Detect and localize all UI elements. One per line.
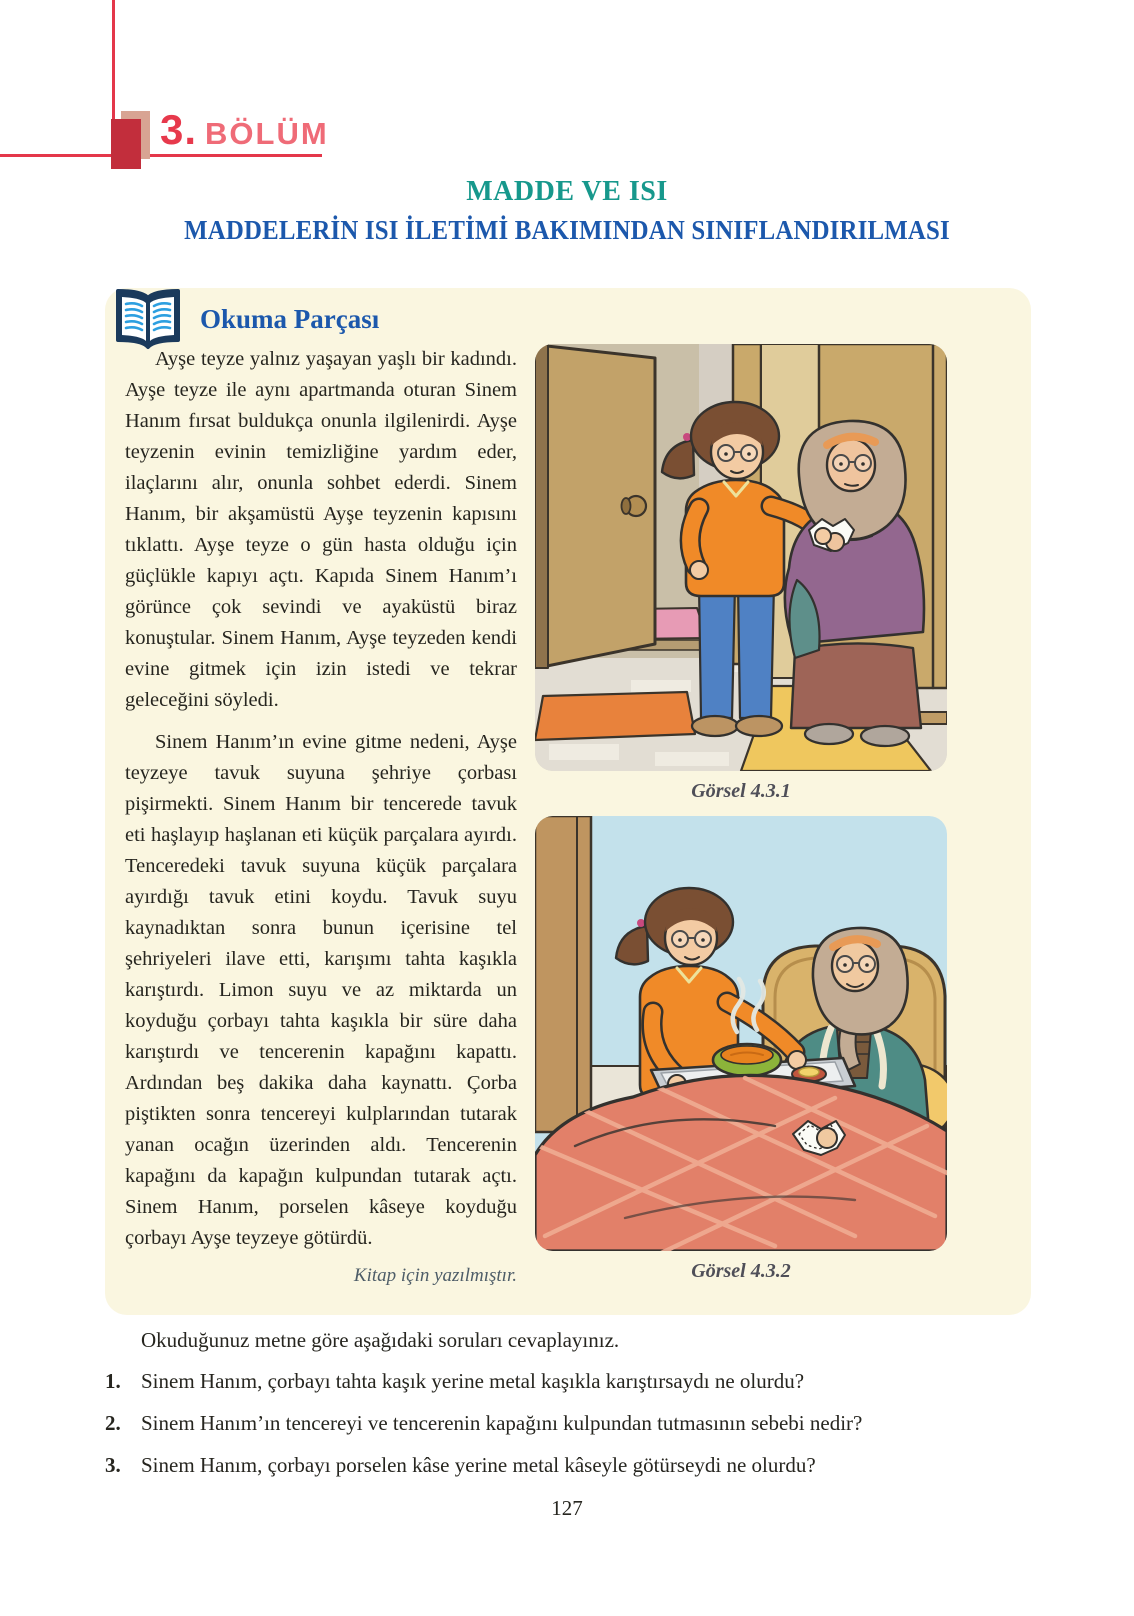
reading-text-column bbox=[125, 344, 517, 1287]
question-item bbox=[105, 1411, 1040, 1436]
reading-passage-box bbox=[105, 288, 1031, 1315]
question-text: Sinem Hanım, çorbayı tahta kaşık yerine metal kaşıkla karıştırsaydı ne olurdu? bbox=[141, 1369, 805, 1393]
reading-heading: Okuma Parçası bbox=[200, 304, 380, 334]
page-title: MADDE VE ISI bbox=[466, 176, 668, 207]
figure-ayse-teyze bbox=[785, 421, 924, 746]
question-number: 3. bbox=[105, 1453, 121, 1477]
question-number: 1. bbox=[105, 1369, 121, 1393]
open-book-icon bbox=[110, 288, 186, 352]
reading-paragraph: Sinem Hanım’ın evine gitme nedeni, Ayşe teyzeye tavuk suyuna şehriye çorbası pişirmekti. Sinem Hanım bir tencerede tavuk eti haşlayıp haşlanan eti küçük parçalara ayırdı. Tenceredeki tavuk suyuna küçük parçalara ayırdığı tavuk etini koydu. Tavuk suyu kaynadıktan sonra bunun içerisine tel şehriyeleri ilave etti, karışımı tahta kaşıkla karıştırdı. Limon suyu ve az miktarda un koyduğu çorbayı tahta kaşıkla bir süre daha karıştırdı ve tencerenin kapağını kapattı. Ardından beş dakika daha kaynattı. Çorba piştikten sonra tencereyi kulplarından tutarak yanan ocağın üzerinden aldı. Tencerenin kapağını da kapağın kulpundan tutarak açtı. Sinem Hanım, porselen kâseye koyduğu çorbayı Ayşe teyzeye götürdü. bbox=[125, 731, 517, 1249]
chapter-label: BÖLÜM bbox=[205, 116, 329, 151]
figure-column bbox=[535, 344, 947, 1296]
question-item bbox=[105, 1369, 1040, 1394]
figure-caption: Görsel 4.3.2 bbox=[691, 1260, 791, 1282]
questions-section bbox=[105, 1328, 1040, 1495]
page-subtitle: MADDELERİN ISI İLETİMİ BAKIMINDAN SINIFLANDIRILMASI bbox=[184, 215, 950, 245]
attribution-note: Kitap için yazılmıştır. bbox=[353, 1265, 517, 1286]
chapter-number: 3. bbox=[160, 106, 198, 153]
questions-intro: Okuduğunuz metne göre aşağıdaki soruları cevaplayınız. bbox=[141, 1328, 620, 1352]
question-text: Sinem Hanım’ın tencereyi ve tencerenin kapağını kulpundan tutmasının sebebi nedir? bbox=[141, 1411, 863, 1435]
question-text: Sinem Hanım, çorbayı porselen kâse yerine metal kâseyle götürseydi ne olurdu? bbox=[141, 1453, 816, 1477]
reading-paragraph: Ayşe teyze yalnız yaşayan yaşlı bir kadındı. Ayşe teyze ile aynı apartmanda oturan Sinem Hanım fırsat buldukça onunla ilgilenirdi. Ayşe teyzenin evinin temizliğine yardım eder, ilaçlarını alır, onunla sohbet ederdi. Sinem Hanım, bir akşamüstü Ayşe teyzenin kapısını tıklattı. Ayşe teyze o gün hasta olduğu için güçlükle kapıyı açtı. Kapıda Sinem Hanım’ı görünce çok sevindi ve ayaküstü biraz konuştular. Sinem Hanım, Ayşe teyzeden kendi evine gitmek için izin istedi ve tekrar geleceğini söyledi. bbox=[125, 348, 517, 711]
illustration-bedroom-scene bbox=[535, 816, 947, 1251]
page-number: 127 bbox=[551, 1496, 583, 1520]
chapter-red-block bbox=[111, 119, 141, 169]
question-number: 2. bbox=[105, 1411, 121, 1435]
illustration-hallway-scene bbox=[535, 344, 947, 771]
figure-caption: Görsel 4.3.1 bbox=[691, 780, 791, 802]
question-item bbox=[105, 1453, 1040, 1478]
chapter-header bbox=[160, 106, 329, 154]
red-horizontal-rule bbox=[0, 154, 322, 157]
